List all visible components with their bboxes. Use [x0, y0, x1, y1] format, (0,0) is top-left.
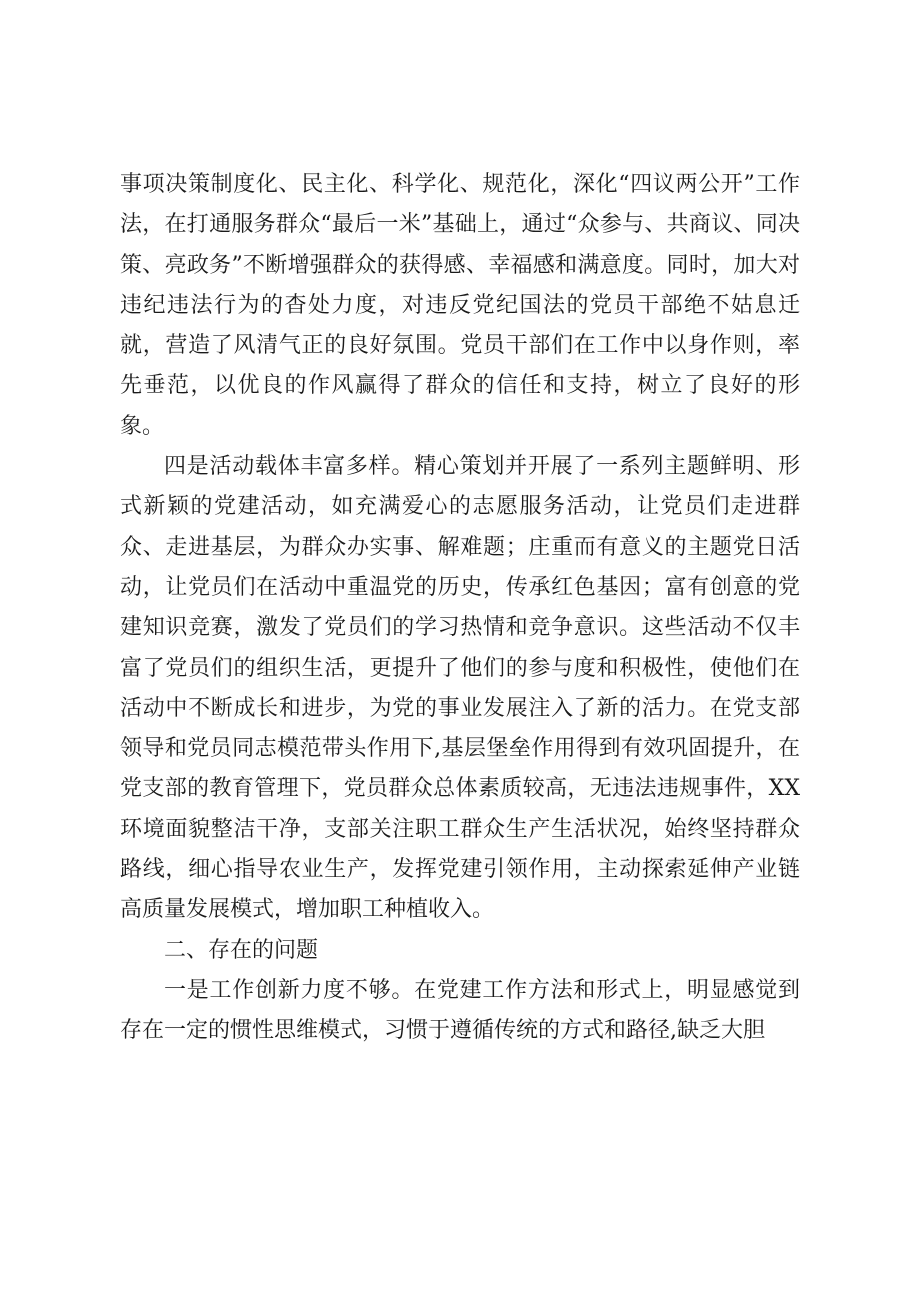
paragraph-continuation: 事项决策制度化、民主化、科学化、规范化，深化“四议两公开”工作法，在打通服务群众“最后一米”基础上，通过“众参与、共商议、同决策、亮政务”不断增强群众的获得感、幸福感和满意度。同时，加大对违纪违法行为的杳处力度，对违反党纪国法的党员干部绝不姑息迁就，营造了风清气正的良好氛围。党员干部们在工作中以身作则，率先垂范，以优良的作风赢得了群众的信任和支持，树立了良好的形象。 — [120, 172, 800, 439]
paragraph-problem-innovation: 一是工作创新力度不够。在党建工作方法和形式上，明显感觉到存在一定的惯性思维模式，习惯于遵循传统的方式和路径,缺乏大胆 — [120, 977, 800, 1044]
document-body — [120, 165, 800, 1052]
paragraph-activities: 四是活动载体丰富多样。精心策划并开展了一系列主题鲜明、形式新颖的党建活动，如充满爱心的志愿服务活动，让党员们走进群众、走进基层，为群众办实事、解难题；庄重而有意义的主题党日活动，让党员们在活动中重温党的历史，传承红色基因；富有创意的党建知识竞赛，激发了党员们的学习热情和竞争意识。这些活动不仅丰富了党员们的组织生活，更提升了他们的参与度和积极性，使他们在活动中不断成长和进步，为党的事业发展注入了新的活力。在党支部领导和党员同志模范带头作用下,基层堡垒作用得到有效巩固提升，在党支部的教育管理下，党员群众总体素质较高，无违法违规事件，XX环境面貌整洁干净，支部关注职工群众生产生活状况，始终坚持群众路线，细心指导农业生产，发挥党建引领作用，主动探索延伸产业链高质量发展模式，增加职工种植收入。 — [120, 454, 800, 923]
section-heading-problems: 二、存在的问题 — [164, 937, 319, 963]
